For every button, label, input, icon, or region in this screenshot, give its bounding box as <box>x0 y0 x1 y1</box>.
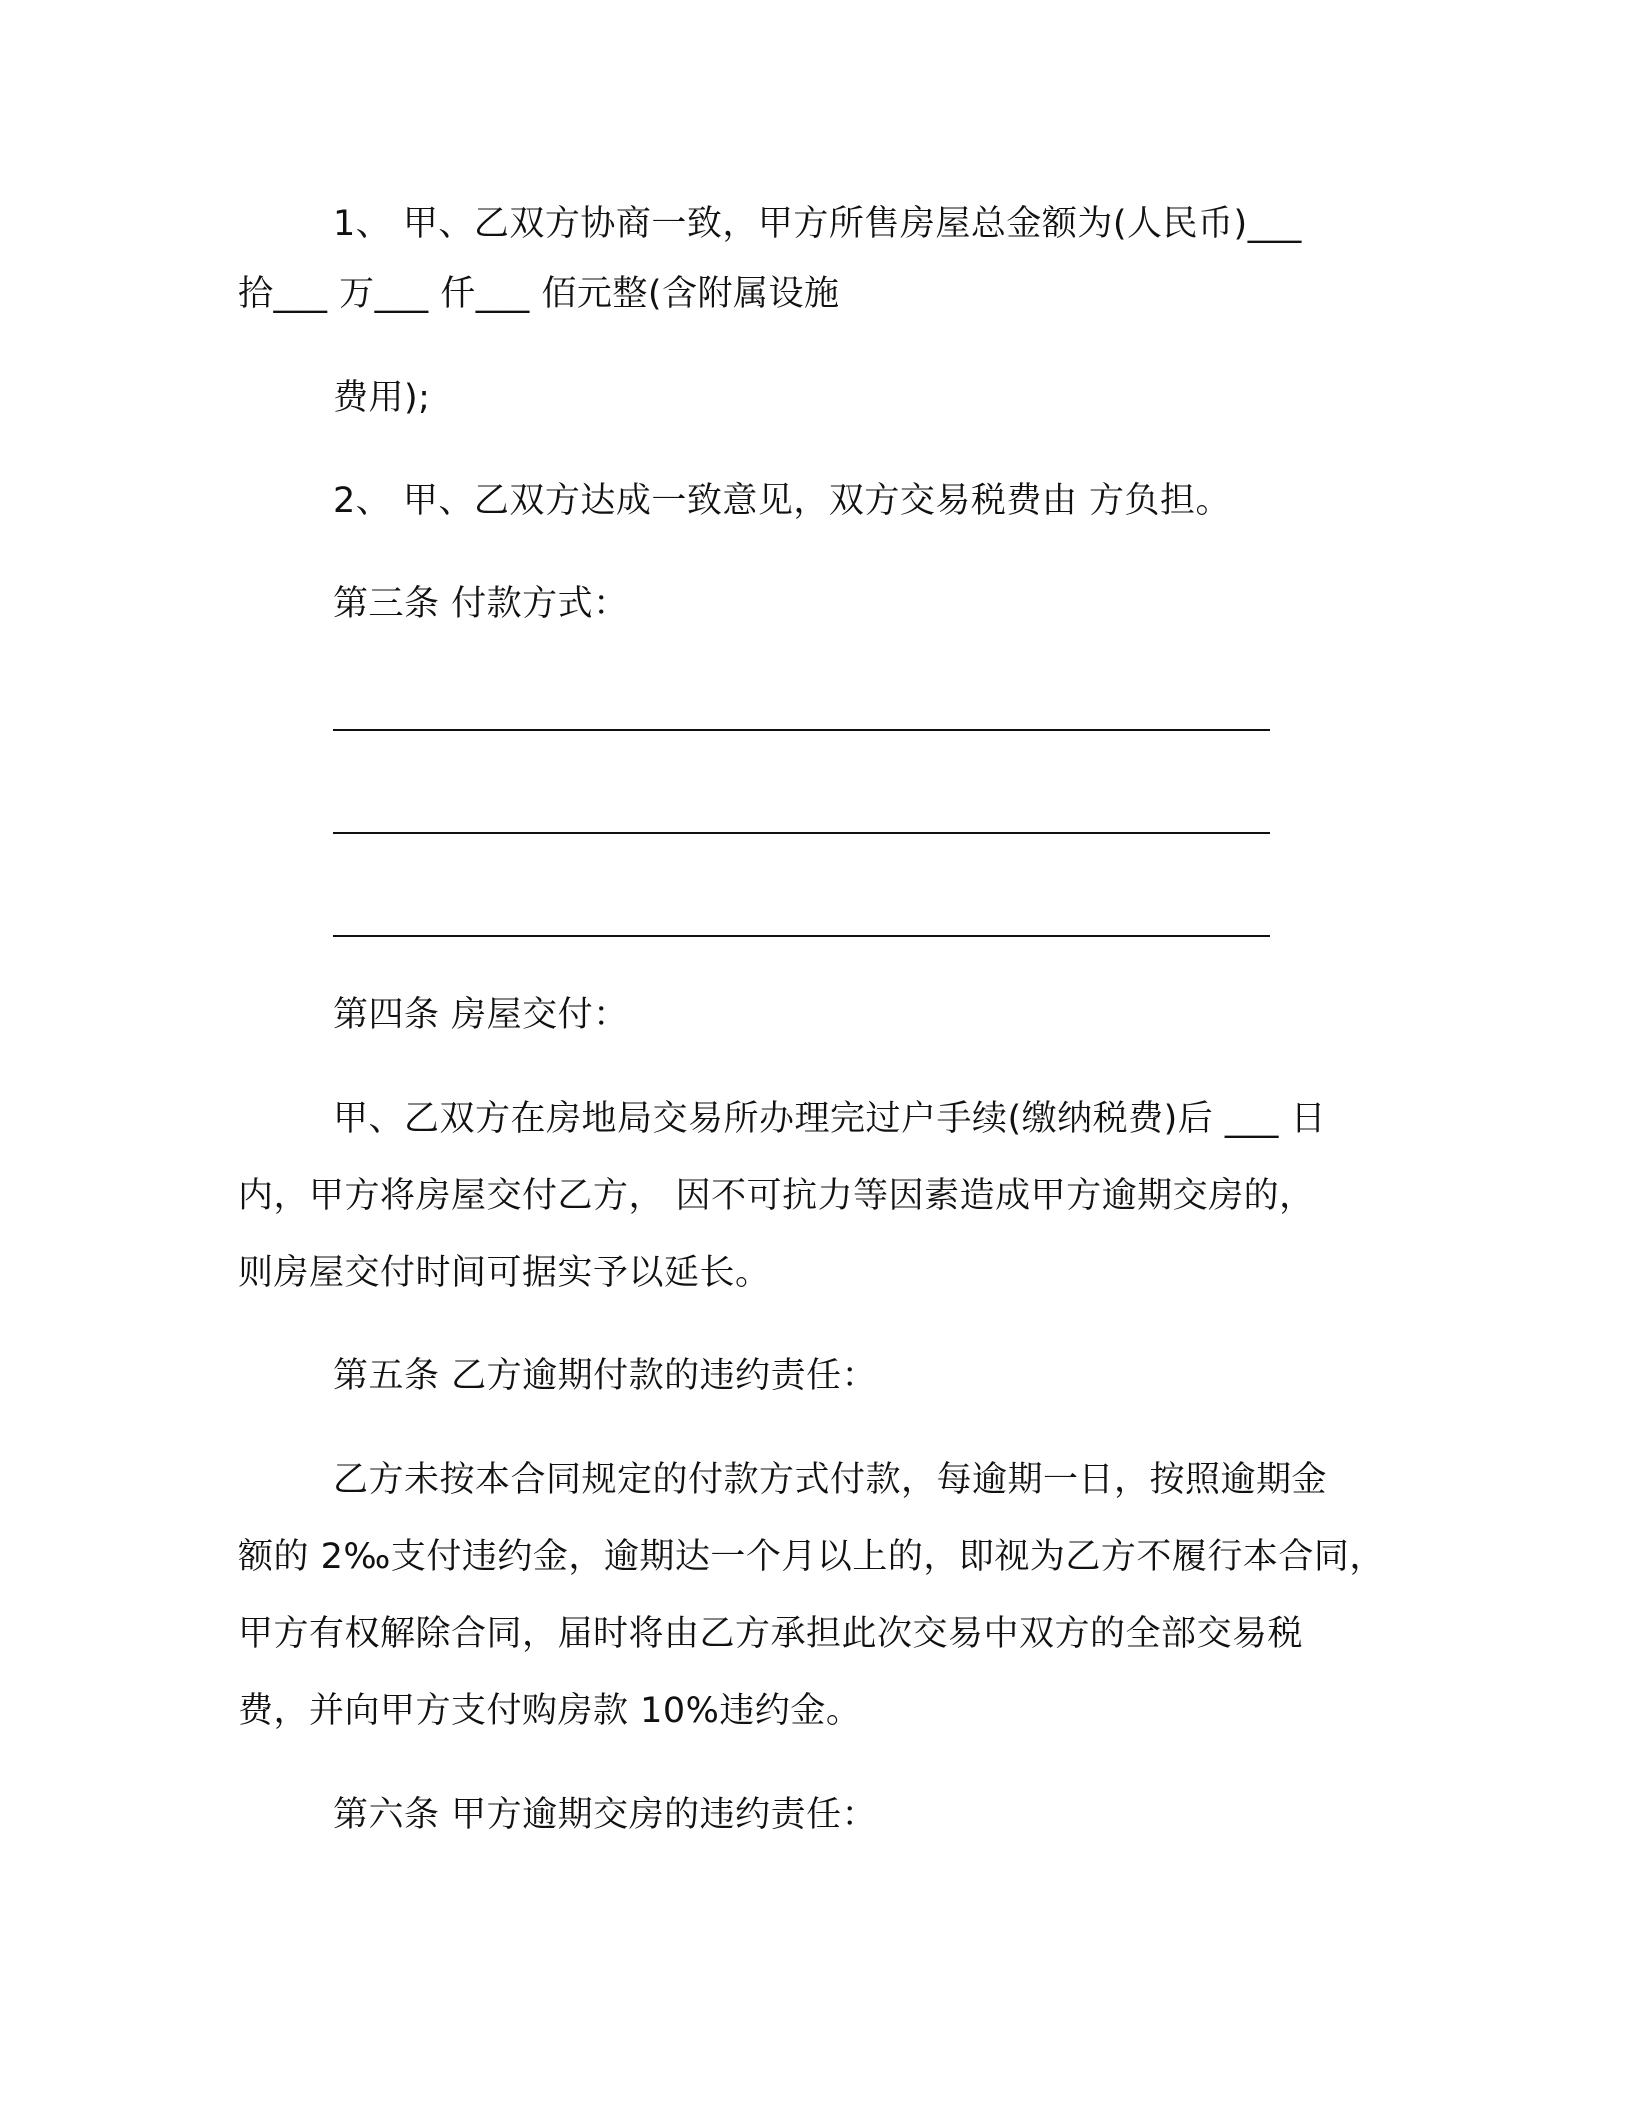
clause4-line3: 则房屋交付时间可据实予以延长。 <box>238 1253 771 1293</box>
blank-fill-line-1 <box>333 729 1270 731</box>
clause5-line4: 费，并向甲方支付购房款 10%违约金。 <box>238 1691 862 1731</box>
clause4-heading: 第四条 房屋交付： <box>333 995 629 1035</box>
clause3-heading: 第三条 付款方式： <box>333 584 629 624</box>
clause2-item1-line3: 费用); <box>333 378 431 418</box>
clause5-line3: 甲方有权解除合同，届时将由乙方承担此次交易中双方的全部交易税 <box>238 1614 1304 1654</box>
clause2-item1-line1: 1、 甲、乙双方协商一致，甲方所售房屋总金额为(人民币)___ <box>333 204 1302 244</box>
blank-fill-line-3 <box>333 935 1270 937</box>
clause6-heading: 第六条 甲方逾期交房的违约责任： <box>333 1795 878 1835</box>
clause5-heading: 第五条 乙方逾期付款的违约责任： <box>333 1356 878 1396</box>
clause4-line2: 内，甲方将房屋交付乙方， 因不可抗力等因素造成甲方逾期交房的， <box>238 1176 1315 1216</box>
clause5-line2: 额的 2‰支付违约金，逾期达一个月以上的，即视为乙方不履行本合同， <box>238 1537 1385 1577</box>
blank-fill-line-2 <box>333 832 1270 834</box>
clause5-line1: 乙方未按本合同规定的付款方式付款，每逾期一日，按照逾期金 <box>333 1460 1328 1500</box>
clause2-item1-line2: 拾___ 万___ 仟___ 佰元整(含附属设施 <box>238 274 840 314</box>
clause2-item2: 2、 甲、乙双方达成一致意见，双方交易税费由 方负担。 <box>333 481 1232 521</box>
clause4-line1: 甲、乙双方在房地局交易所办理完过户手续(缴纳税费)后 ___ 日 <box>333 1099 1327 1139</box>
